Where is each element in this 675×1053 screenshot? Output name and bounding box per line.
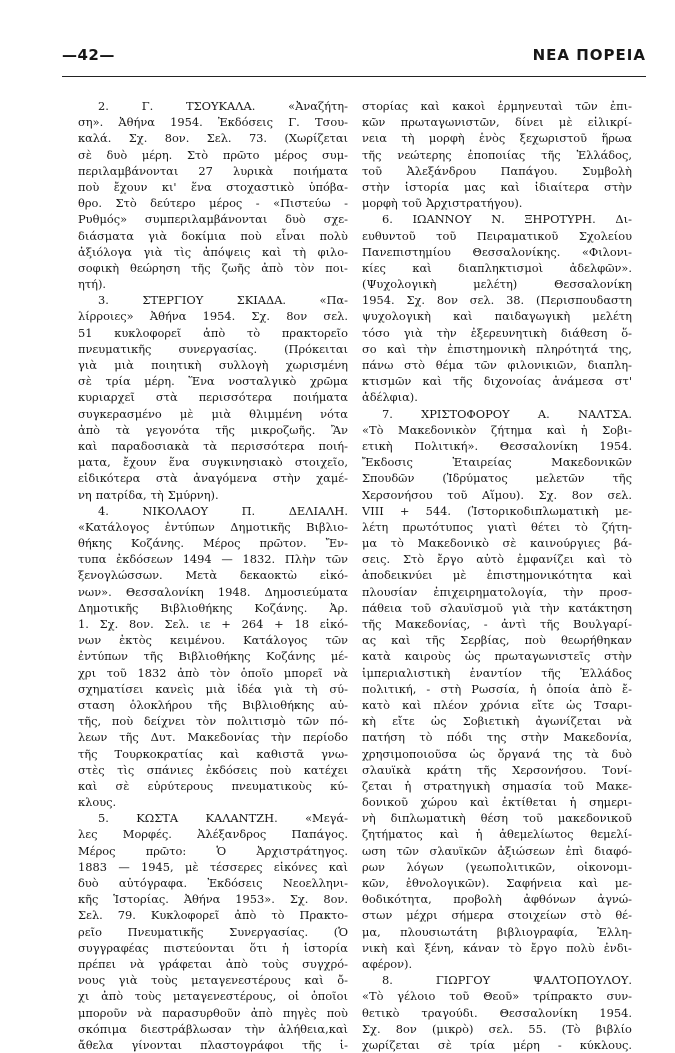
left-column-line: συγγραφέας πιστεύονται ὅτι ἡ ἱστορία [78,940,348,955]
left-column-line: καὶ σὲ εὐρύτερους πνευματικοὺς κύ- [78,778,348,793]
right-column-line: μα τὸ Μακεδονικὸ σὲ καινούργιες βά- [362,536,632,551]
right-column-line: μορφὴ τοῦ Ἀρχιστρατήγου). [362,196,523,211]
left-column-line: νων ἐκτὸς κειμένου. Κατάλογος τῶν [78,633,348,648]
left-column-line: καὶ παραδοσιακὰ τὰ περισσότερα ποιή- [78,438,348,453]
right-column-line: (Ψυχολογικὴ μελέτη) Θεσσαλονίκη [362,277,632,292]
left-column-line: διάσματα γιὰ δοκίμια ποὺ εἶναι πολὺ [78,228,348,243]
left-column-line: πνευματικῆς συνεργασίας. (Πρόκειται [78,341,348,356]
right-column-line: πάθεια τοῦ σλαυϊσμοῦ γιὰ τὴν κατάκτηση [362,600,632,615]
journal-title: ΝΕΑ ΠΟΡΕΙΑ [532,46,646,64]
left-column-line: 1. Σχ. 8ον. Σελ. ιε + 264 + 18 εἰκό- [78,617,348,631]
right-column-line: αφέρον). [362,956,413,971]
right-column-line: ρων λόγων (γεωπολιτικῶν, οἰκονομι- [362,859,632,874]
right-column-line: κατὰ καιροὺς ὡς πρωταγωνιστεῖς στὴν [362,649,632,664]
right-column-line: στὴν ἱστορία μας καὶ ἰδιαίτερα στὴν [362,179,632,194]
left-column-line: Μέρος πρῶτο: Ὁ Ἀρχιστράτηγος. [78,843,348,858]
left-column-line: 5. ΚΩΣΤΑ ΚΑΛΑΝΤΖΗ. «Μεγά- [98,811,348,826]
page-header [62,46,646,70]
right-column-line: λέτη πρωτότυπος γιατὶ θέτει τὸ ζήτη- [362,519,632,534]
right-column-line: πλουσίαν ἐπιχειρηματολογία, τὴν προσ- [362,584,632,599]
right-column-line: ευθυντοῦ τοῦ Πειραματικοῦ Σχολείου [362,228,632,243]
right-column-line: 6. ΙΩΑΝΝΟΥ Ν. ΞΗΡΟΤΥΡΗ. Δι- [382,212,632,227]
right-column-line: νικὴ καὶ ξένη, κάναν τὸ ἔργο πολὺ ἐνδι- [362,940,632,955]
left-column-line: χι ἀπὸ τοὺς μεταγενεστέρους, οἱ ὁποῖοι [78,989,348,1004]
left-column-line: πρέπει νὰ γράφεται ἀπὸ τοὺς συγχρό- [78,956,348,971]
right-column-line: κατὸ καὶ πλέον χρόνια εἴτε ὡς Τσαρι- [362,697,632,712]
right-column-line: ζητήματος καὶ ἡ ἀθεμελίωτος θεμελί- [362,827,632,842]
left-column-line: νους γιὰ τοὺς μεταγενεστέρους καὶ ὄ- [78,973,348,988]
left-column-line: σὲ τρία μέρη. Ἕνα νοσταλγικὸ χρῶμα [78,374,348,389]
left-column-line: περιλαμβάνονται 27 λυρικὰ ποιήματα [78,163,348,178]
right-column-line: κῶν πρωταγωνιστῶν, δίνει μὲ εἰλικρί- [362,115,632,130]
right-column-line: δονικοῦ χώρου καὶ ἐκτίθεται ἡ σημερι- [362,795,632,810]
right-column-line: χωρίζεται σὲ τρία μέρη - κύκλους. [362,1037,632,1052]
left-column-line: ξενογλώσσων. Μετὰ δεκαοκτὼ εἰκό- [78,568,348,583]
header-rule [62,76,646,77]
left-column-line: τυπα ἐκδόσεων 1494 — 1832. Πλὴν τῶν [78,552,348,567]
right-column-line: Σπουδῶν (Ἱδρύματος μελετῶν τῆς [362,471,632,486]
right-column-line: τῆς Μακεδονίας, - ἀντὶ τῆς Βουλγαρί- [362,617,632,631]
left-column-line: 1883 — 1945, μὲ τέσσερες εἰκόνες καὶ [78,859,348,874]
right-column-line: ωση τῶν σλαυϊκῶν ἀξιώσεων ἐπὶ διαφό- [362,843,632,858]
right-column-line: Σχ. 8ον (μικρὸ) σελ. 55. (Τὸ βιβλίο [362,1021,632,1036]
right-column-line: ἰμπεριαλιστικὴ ἐναντίον τῆς Ἑλλάδος [362,665,632,680]
left-column-line: νη πατρίδα, τὴ Σμύρνη). [78,487,219,502]
right-column-line: VIII + 544. (Ἱστορικοδιπλωματικὴ με- [362,503,632,518]
left-column-line: σχηματίσει κανεὶς μιὰ ἰδέα γιὰ τὴ σύ- [78,681,348,696]
left-column-line: ἐντύπων τῆς Βιβλιοθήκης Κοζάνης μέ- [78,649,348,664]
right-column-line: χρησιμοποιοῦσα ὡς ὄργανά της τὰ δυὸ [362,746,632,761]
right-column-line: Πανεπιστημίου Θεσσαλονίκης. «Φιλονι- [362,244,632,259]
left-column-line: σκόπιμα διεστράβλωσαν τὴν ἀλήθεια,καὶ [78,1021,348,1036]
left-column-line: Δημοτικῆς Βιβλιοθήκης Κοζάνης. Ἀρ. [78,600,348,615]
left-column-line: κυριαρχεῖ στὰ περισσότερα ποιήματα [78,390,348,405]
left-column-line: στὲς τὶς σπάνιες ἐκδόσεις ποὺ κατέχει [78,762,348,777]
right-column-line: πατήση τὸ πόδι της στὴν Μακεδονία, [362,730,632,745]
right-column-line: κῶν, ἐθνολογικῶν). Σαφήνεια καὶ με- [362,876,632,890]
left-column-line: χρι τοῦ 1832 ἀπὸ τὸν ὁποῖο μπορεῖ νὰ [78,665,348,680]
left-column-line: Σελ. 79. Κυκλοφορεῖ ἀπὸ τὸ Πρακτο- [78,908,348,923]
right-column-line: στων μέχρι σήμερα στοιχείων στὸ θέ- [362,908,632,923]
left-column-line: 3. ΣΤΕΡΓΙΟΥ ΣΚΙΑΔΑ. «Πα- [98,293,348,308]
right-column-line: ετικὴ Πολιτική». Θεσσαλονίκη 1954. [362,438,632,453]
left-column-line: ἄθελα γίνονται πλαστογράφοι τῆς ἱ- [78,1037,348,1052]
right-column [362,98,632,1053]
right-column-line: μα, πλουσιωτάτη βιβλιογραφία, Ἑλλη- [362,924,632,939]
left-column-line: ποὺ ἔχουν κι' ἕνα στοχαστικὸ ὑπόβα- [78,179,348,194]
right-column-line: «Τὸ γέλοιο τοῦ Θεοῦ» τρίπρακτο συν- [362,989,632,1004]
left-column-line: τῆς Τουρκοκρατίας καὶ καθιστᾶ γνω- [78,746,348,761]
right-column-line: τοῦ Ἀλεξάνδρου Παπάγου. Συμβολὴ [362,163,632,178]
right-column-line: σεις. Στὸ ἔργο αὐτὸ ἐμφανίζει καὶ τὸ [362,552,632,567]
left-column-line: θρο. Στὸ δεύτερο μέρος - «Πιστεύω - [78,196,348,211]
right-column-line: νὴ διπλωματικὴ θέση τοῦ μακεδονικοῦ [362,811,632,826]
right-column-line: τῆς νεώτερης ἐποποιίας τῆς Ἑλλάδος, [362,147,632,162]
left-column-line: Ρυθμός» συμπεριλαμβάνονται δυὸ σχε- [78,212,348,227]
right-column-line: κίες καὶ διαπληκτισμοὶ ἀδελφῶν». [362,260,632,275]
left-column-line: συγκερασμένο μὲ μιὰ θλιμμένη νότα [78,406,348,421]
right-column-line: ας καὶ τῆς Σερβίας, ποὺ θεωρήθηκαν [362,633,632,648]
right-column-line: Ἔκδοσις Ἑταιρείας Μακεδονικῶν [362,455,632,470]
left-column-line: σταση ὁλοκλήρου τῆς Βιβλιοθήκης αὐ- [78,697,348,712]
right-column-line: θοδικότητα, προβολὴ ἀφθόνων ἀγνώ- [362,892,632,907]
left-column-line: ση». Ἀθήνα 1954. Ἐκδόσεις Γ. Τσου- [78,115,348,130]
right-column-line: πάνω στὸ θέμα τῶν φιλονικιῶν, διαπλη- [362,358,632,372]
left-column-line: 51 κυκλοφορεῖ ἀπὸ τὸ πρακτορεῖο [78,325,348,340]
right-column-line: σλαυϊκὰ κράτη τῆς Χερσονήσου. Τονί- [362,762,632,777]
left-column-line: εἰδικότερα στὰ ἀναγόμενα στὴν χαμέ- [78,471,348,486]
right-column-line: κὴ εἴτε ὡς Σοβιετικὴ ἀγωνίζεται νὰ [362,714,632,729]
right-column-line: σο καὶ τὴν ἐπιστημονικὴ πληρότητά της, [362,341,632,356]
left-column-line: θήκης Κοζάνης. Μέρος πρῶτον. Ἔν- [78,536,348,551]
left-column-line: σοφικὴ θεώρηση τῆς ζωῆς ἀπὸ τὸν ποι- [78,260,348,275]
left-column-line: λεων τῆς Δυτ. Μακεδονίας τὴν περίοδο [78,730,348,745]
right-column-line: ψυχολογικὴ καὶ παιδαγωγικὴ μελέτη [362,309,632,324]
left-column-line: καλά. Σχ. 8ον. Σελ. 73. (Χωρίζεται [78,131,348,146]
right-column-line: τόσο γιὰ τὴν ἐξερευνητικὴ διάθεση ὅ- [362,325,632,340]
right-column-line: θετικὸ τραγούδι. Θεσσαλονίκη 1954. [362,1005,632,1020]
left-column [78,98,348,1053]
page-number: —42— [62,46,115,64]
right-column-line: 1954. Σχ. 8ον σελ. 38. (Περισπουδαστη [362,293,632,308]
right-column-line: στορίας καὶ κακοὶ ἑρμηνευταὶ τῶν ἐπι- [362,99,632,113]
left-column-line: λες Μορφές. Ἀλέξανδρος Παπάγος. [78,827,348,842]
left-column-line: 4. ΝΙΚΟΛΑΟΥ Π. ΔΕΛΙΑΛΗ. [98,503,348,518]
left-column-line: ἀπὸ τὰ γεγονότα τῆς μικροζωῆς. Ἂν [78,422,348,437]
left-column-line: μποροῦν νὰ παρασυρθοῦν ἀπὸ πηγὲς ποὺ [78,1005,348,1020]
right-column-line: «Τὸ Μακεδονικὸν ζήτημα καὶ ἡ Σοβι- [362,422,632,437]
left-column-line: ρεῖο Πνευματικῆς Συνεργασίας. (Ὁ [78,924,348,939]
right-column-line: Χερσονήσου τοῦ Αἵμου). Σχ. 8ον σελ. [362,487,632,502]
left-column-line: τῆς, ποὺ δείχνει τὸν πολιτισμὸ τῶν πό- [78,714,348,729]
left-column-line: γιὰ μιὰ ποιητικὴ συλλογὴ χωρισμένη [78,358,348,372]
left-column-line: δυὸ αὐτόγραφα. Ἐκδόσεις Νεοελληνι- [78,876,348,890]
right-column-line: ζεται ἡ στρατηγικὴ σημασία τοῦ Μακε- [362,778,632,793]
right-column-line: πολιτική, - στὴ Ρωσσία, ἡ ὁποία ἀπὸ ἔ- [362,681,632,696]
right-column-line: 8. ΓΙΩΡΓΟΥ ΨΑΛΤΟΠΟΥΛΟΥ. [382,973,632,988]
left-column-line: «Κατάλογος ἐντύπων Δημοτικῆς Βιβλιο- [78,519,348,534]
left-column-line: νων». Θεσσαλονίκη 1948. Δημοσιεύματα [78,584,348,599]
right-column-line: νεια τὴ μορφὴ ἑνὸς ξεχωριστοῦ ἥρωα [362,131,632,146]
left-column-line: 2. Γ. ΤΣΟΥΚΑΛΑ. «Ἀναζήτη- [98,99,348,113]
left-column-line: λίρροιες» Ἀθήνα 1954. Σχ. 8ον σελ. [78,309,348,324]
left-column-line: ητή). [78,277,107,292]
left-column-line: κλους. [78,795,117,810]
right-column-line: ἀποδεικνύει μὲ ἐπιστημονικότητα καὶ [362,568,632,583]
right-column-line: ἀδέλφια). [362,390,418,405]
left-column-line: κῆς Ἱστορίας. Ἀθήνα 1953». Σχ. 8ον. [78,892,348,907]
left-column-line: ἀξιόλογα γιὰ τὶς ἀπόψεις καὶ τὴ φιλο- [78,244,348,259]
right-column-line: 7. ΧΡΙΣΤΟΦΟΡΟΥ Α. ΝΑΛΤΣΑ. [382,406,632,421]
left-column-line: σὲ δυὸ μέρη. Στὸ πρῶτο μέρος συμ- [78,147,348,162]
right-column-line: κτισμῶν καὶ τῆς διχονοίας ἀνάμεσα στ' [362,374,632,389]
left-column-line: ματα, ἔχουν ἕνα συγκινησιακὸ στοιχεῖο, [78,455,348,470]
